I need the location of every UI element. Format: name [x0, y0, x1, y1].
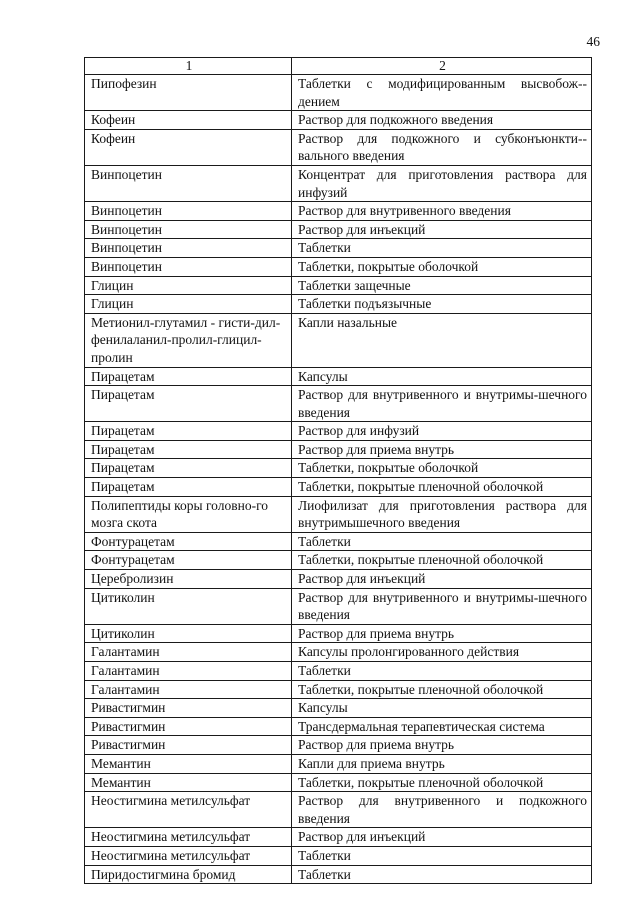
- drug-name-cell: Винпоцетин: [85, 165, 292, 201]
- dosage-form-cell: Таблетки, покрытые пленочной оболочкой: [292, 551, 592, 570]
- drug-name-cell: Ривастигмин: [85, 699, 292, 718]
- drug-name-cell: Фонтурацетам: [85, 551, 292, 570]
- dosage-form-cell: Раствор для инъекций: [292, 220, 592, 239]
- table-row: [85, 717, 592, 736]
- dosage-form-cell: Таблетки, покрытые пленочной оболочкой: [292, 680, 592, 699]
- drug-name-cell: Неостигмина метилсульфат: [85, 828, 292, 847]
- dosage-form-cell: Раствор для инъекций: [292, 570, 592, 589]
- table-row: [85, 792, 592, 828]
- drug-name-cell: Винпоцетин: [85, 220, 292, 239]
- drug-name-cell: Пирацетам: [85, 478, 292, 497]
- table-row: [85, 202, 592, 221]
- dosage-form-cell: Раствор для внутривенного и подкожного введения: [292, 792, 592, 828]
- drug-name-cell: Галантамин: [85, 643, 292, 662]
- dosage-form-cell: Таблетки защечные: [292, 276, 592, 295]
- table-row: [85, 846, 592, 865]
- drug-name-cell: Глицин: [85, 276, 292, 295]
- drug-name-cell: Ривастигмин: [85, 717, 292, 736]
- dosage-form-cell: Раствор для приема внутрь: [292, 624, 592, 643]
- table-row: [85, 699, 592, 718]
- dosage-form-cell: Капсулы пролонгированного действия: [292, 643, 592, 662]
- dosage-form-cell: Раствор для подкожного введения: [292, 111, 592, 130]
- drug-forms-table: [84, 57, 592, 884]
- table-row: [85, 367, 592, 386]
- drug-name-cell: Кофеин: [85, 129, 292, 165]
- dosage-form-cell: Капсулы: [292, 699, 592, 718]
- table-row: [85, 276, 592, 295]
- drug-name-cell: Неостигмина метилсульфат: [85, 792, 292, 828]
- table-row: [85, 111, 592, 130]
- table-row: [85, 257, 592, 276]
- drug-name-cell: Кофеин: [85, 111, 292, 130]
- dosage-form-cell: Раствор для приема внутрь: [292, 736, 592, 755]
- table-row: [85, 239, 592, 258]
- drug-name-cell: Пирацетам: [85, 440, 292, 459]
- table-row: [85, 828, 592, 847]
- table-row: [85, 570, 592, 589]
- drug-name-cell: Мемантин: [85, 754, 292, 773]
- drug-name-cell: Цитиколин: [85, 624, 292, 643]
- dosage-form-cell: Таблетки: [292, 662, 592, 681]
- column-header-1: 1: [85, 58, 292, 75]
- table-row: [85, 773, 592, 792]
- drug-name-cell: Пипофезин: [85, 75, 292, 111]
- table-row: [85, 532, 592, 551]
- dosage-form-cell: Трансдермальная терапевтическая система: [292, 717, 592, 736]
- table-row: [85, 165, 592, 201]
- table-row: [85, 736, 592, 755]
- dosage-form-cell: Капли для приема внутрь: [292, 754, 592, 773]
- drug-name-cell: Пирацетам: [85, 367, 292, 386]
- drug-name-cell: Пирацетам: [85, 422, 292, 441]
- drug-name-cell: Галантамин: [85, 662, 292, 681]
- dosage-form-cell: Таблетки, покрытые оболочкой: [292, 257, 592, 276]
- dosage-form-cell: Раствор для внутривенного и внутримы-шечного введения: [292, 588, 592, 624]
- dosage-form-cell: Таблетки: [292, 239, 592, 258]
- table-row: [85, 865, 592, 884]
- drug-name-cell: Мемантин: [85, 773, 292, 792]
- table-row: [85, 588, 592, 624]
- dosage-form-cell: Капсулы: [292, 367, 592, 386]
- drug-name-cell: Ривастигмин: [85, 736, 292, 755]
- table-row: [85, 386, 592, 422]
- drug-name-cell: Пирацетам: [85, 386, 292, 422]
- dosage-form-cell: Таблетки: [292, 532, 592, 551]
- table-row: [85, 75, 592, 111]
- dosage-form-cell: Лиофилизат для приготовления раствора для внутримышечного введения: [292, 496, 592, 532]
- table-row: [85, 220, 592, 239]
- dosage-form-cell: Раствор для инъекций: [292, 828, 592, 847]
- drug-name-cell: Галантамин: [85, 680, 292, 699]
- table-row: [85, 551, 592, 570]
- dosage-form-cell: Раствор для подкожного и субконъюнкти-вального введения: [292, 129, 592, 165]
- dosage-form-cell: Таблетки: [292, 865, 592, 884]
- drug-name-cell: Цитиколин: [85, 588, 292, 624]
- table-row: [85, 496, 592, 532]
- drug-name-cell: Винпоцетин: [85, 202, 292, 221]
- dosage-form-cell: Капли назальные: [292, 313, 592, 367]
- page-number: 46: [586, 34, 600, 49]
- drug-name-cell: Полипептиды коры головно-го мозга скота: [85, 496, 292, 532]
- table-row: [85, 754, 592, 773]
- table-row: [85, 680, 592, 699]
- dosage-form-cell: Раствор для внутривенного и внутримы-шечного введения: [292, 386, 592, 422]
- drug-name-cell: Пиридостигмина бромид: [85, 865, 292, 884]
- dosage-form-cell: Таблетки, покрытые пленочной оболочкой: [292, 478, 592, 497]
- dosage-form-cell: Таблетки с модифицированным высвобож-дением: [292, 75, 592, 111]
- table-row: [85, 129, 592, 165]
- drug-name-cell: Фонтурацетам: [85, 532, 292, 551]
- drug-name-cell: Глицин: [85, 295, 292, 314]
- dosage-form-cell: Раствор для инфузий: [292, 422, 592, 441]
- table-body: [85, 75, 592, 884]
- dosage-form-cell: Таблетки, покрытые оболочкой: [292, 459, 592, 478]
- dosage-form-cell: Таблетки подъязычные: [292, 295, 592, 314]
- dosage-form-cell: Раствор для внутривенного введения: [292, 202, 592, 221]
- drug-name-cell: Церебролизин: [85, 570, 292, 589]
- dosage-form-cell: Таблетки, покрытые пленочной оболочкой: [292, 773, 592, 792]
- drug-name-cell: Винпоцетин: [85, 257, 292, 276]
- table-row: [85, 313, 592, 367]
- drug-name-cell: Неостигмина метилсульфат: [85, 846, 292, 865]
- dosage-form-cell: Концентрат для приготовления раствора для инфузий: [292, 165, 592, 201]
- table-row: [85, 459, 592, 478]
- table-row: [85, 422, 592, 441]
- dosage-form-cell: Раствор для приема внутрь: [292, 440, 592, 459]
- table-row: [85, 478, 592, 497]
- column-header-2: 2: [292, 58, 592, 75]
- drug-name-cell: Пирацетам: [85, 459, 292, 478]
- drug-name-cell: Винпоцетин: [85, 239, 292, 258]
- drug-name-cell: Метионил-глутамил - гисти-дил-фенилаланил-пролил-глицил-пролин: [85, 313, 292, 367]
- table-header-row: [85, 58, 592, 75]
- table-row: [85, 295, 592, 314]
- table-row: [85, 662, 592, 681]
- table-row: [85, 643, 592, 662]
- dosage-form-cell: Таблетки: [292, 846, 592, 865]
- table-row: [85, 440, 592, 459]
- table-row: [85, 624, 592, 643]
